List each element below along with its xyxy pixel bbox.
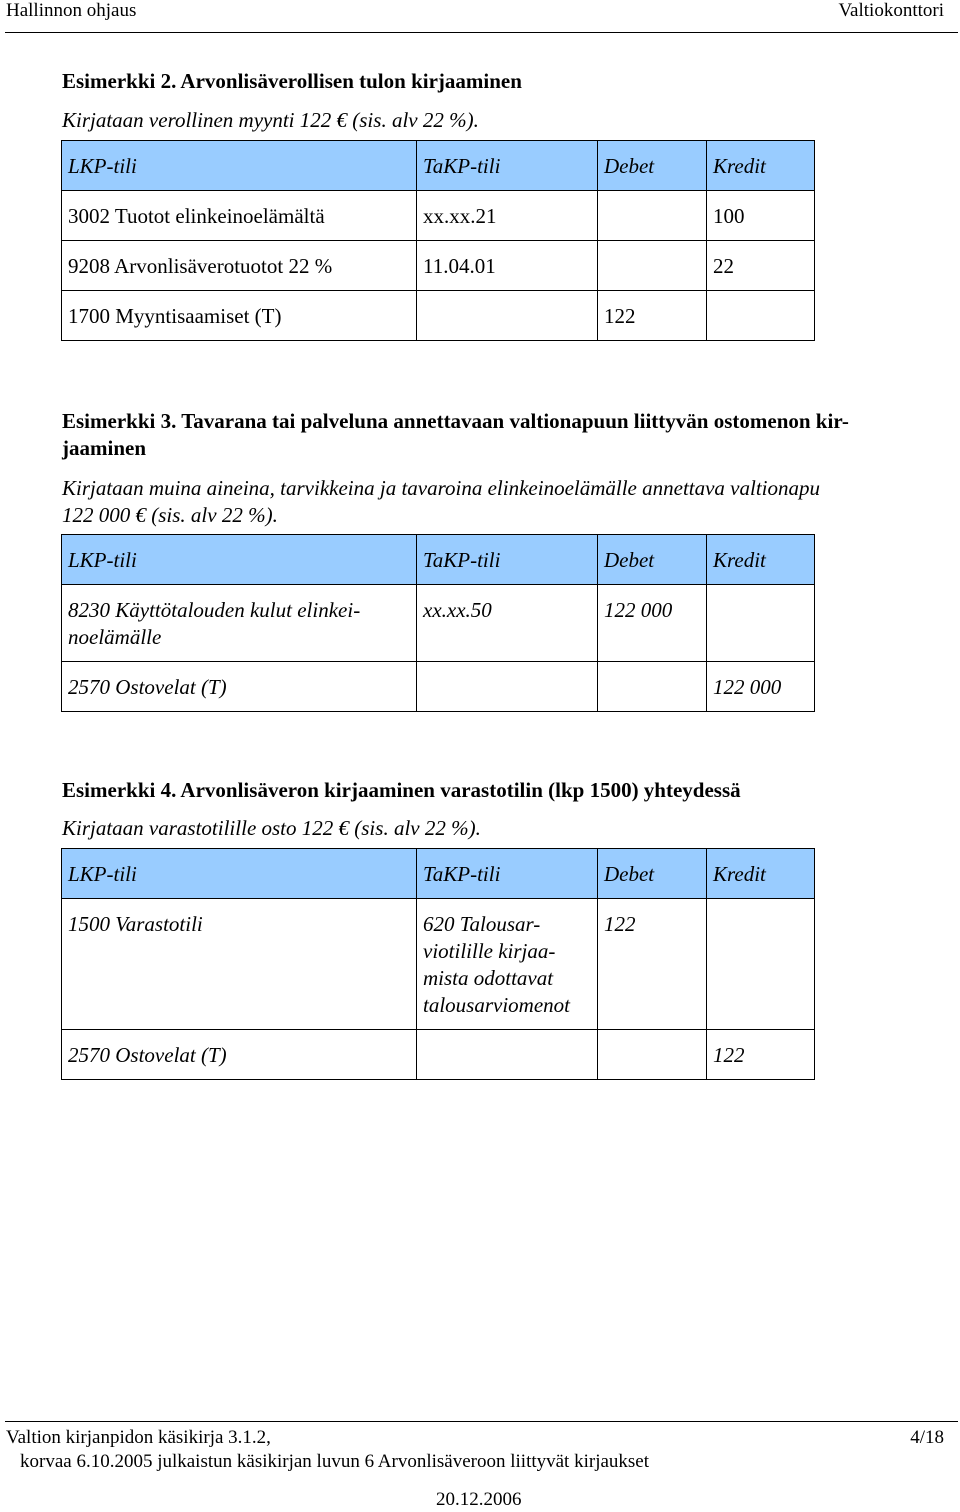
cell-takp [417,899,598,1030]
column-header-debet: Debet [598,141,707,191]
page-number: 4/18 [910,1427,944,1448]
cell-takp: xx.xx.21 [417,191,598,241]
cell-takp [417,291,598,341]
cell-takp-line: mista odottavat [423,966,554,990]
footer-title: Valtion kirjanpidon käsikirja 3.1.2, [6,1427,271,1448]
cell-takp-line: viotilille kirjaa- [423,939,556,963]
cell-debet [598,1030,707,1080]
example4-table [61,848,815,1080]
column-header-kredit: Kredit [707,849,815,899]
cell-debet: 122 [598,291,707,341]
table-header-row [62,141,815,191]
table-row [62,662,815,712]
column-header-debet: Debet [598,849,707,899]
cell-takp [417,1030,598,1080]
example3-description-line2: 122 000 € (sis. alv 22 %). [62,503,278,527]
cell-takp [417,662,598,712]
example3-table [61,534,815,712]
example3-description-line1: Kirjataan muina aineina, tarvikkeina ja tavaroina elinkeinoelämälle annettava valtionapu [62,476,821,500]
cell-debet: 122 [598,899,707,1030]
cell-takp: xx.xx.50 [417,585,598,662]
example2-table [61,140,815,341]
column-header-takp: TaKP-tili [417,849,598,899]
cell-kredit [707,585,815,662]
table-row [62,291,815,341]
table-row [62,899,815,1030]
cell-kredit: 100 [707,191,815,241]
cell-debet [598,191,707,241]
cell-takp-line: talousarviomenot [423,993,570,1017]
cell-lkp: 1500 Varastotili [62,899,417,1030]
column-header-kredit: Kredit [707,535,815,585]
cell-debet [598,241,707,291]
example2-description: Kirjataan verollinen myynti 122 € (sis. alv 22 %). [62,108,479,132]
column-header-takp: TaKP-tili [417,141,598,191]
cell-kredit [707,291,815,341]
example4-title: Esimerkki 4. Arvonlisäveron kirjaaminen varastotilin (lkp 1500) yhteydessä [62,778,741,802]
cell-lkp: 3002 Tuotot elinkeinoelämältä [62,191,417,241]
cell-kredit: 122 [707,1030,815,1080]
footer-date: 20.12.2006 [436,1489,522,1510]
column-header-kredit: Kredit [707,141,815,191]
cell-lkp: 2570 Ostovelat (T) [62,1030,417,1080]
table-row [62,585,815,662]
footer-note: korvaa 6.10.2005 julkaistun käsikirjan luvun 6 Arvonlisäveroon liittyvät kirjaukset [20,1451,650,1472]
example3-title-line1: Esimerkki 3. Tavarana tai palveluna annettavaan valtionapuun liittyvän ostomenon kir- [62,409,849,433]
cell-takp: 11.04.01 [417,241,598,291]
table-row [62,191,815,241]
column-header-lkp: LKP-tili [62,849,417,899]
cell-kredit: 122 000 [707,662,815,712]
footer-divider [5,1421,958,1422]
header-right: Valtiokonttori [838,0,944,21]
column-header-debet: Debet [598,535,707,585]
cell-lkp-line2: noelämälle [68,625,162,649]
cell-takp-line: 620 Talousar- [423,912,541,936]
column-header-lkp: LKP-tili [62,141,417,191]
page-header [0,0,960,30]
header-divider [5,32,958,33]
cell-kredit: 22 [707,241,815,291]
table-header-row [62,535,815,585]
example3-description [62,475,820,529]
cell-lkp-line1: 8230 Käyttötalouden kulut elinkei- [68,598,361,622]
table-header-row [62,849,815,899]
cell-lkp: 1700 Myyntisaamiset (T) [62,291,417,341]
header-left: Hallinnon ohjaus [6,0,137,21]
column-header-takp: TaKP-tili [417,535,598,585]
table-row [62,1030,815,1080]
cell-lkp: 9208 Arvonlisäverotuotot 22 % [62,241,417,291]
cell-kredit [707,899,815,1030]
example4-description: Kirjataan varastotilille osto 122 € (sis. alv 22 %). [62,816,481,840]
table-row [62,241,815,291]
cell-lkp [62,585,417,662]
column-header-lkp: LKP-tili [62,535,417,585]
cell-lkp: 2570 Ostovelat (T) [62,662,417,712]
example2-title: Esimerkki 2. Arvonlisäverollisen tulon kirjaaminen [62,69,522,93]
example3-title-line2: jaaminen [62,436,146,460]
example3-title [62,408,849,462]
cell-debet: 122 000 [598,585,707,662]
cell-debet [598,662,707,712]
